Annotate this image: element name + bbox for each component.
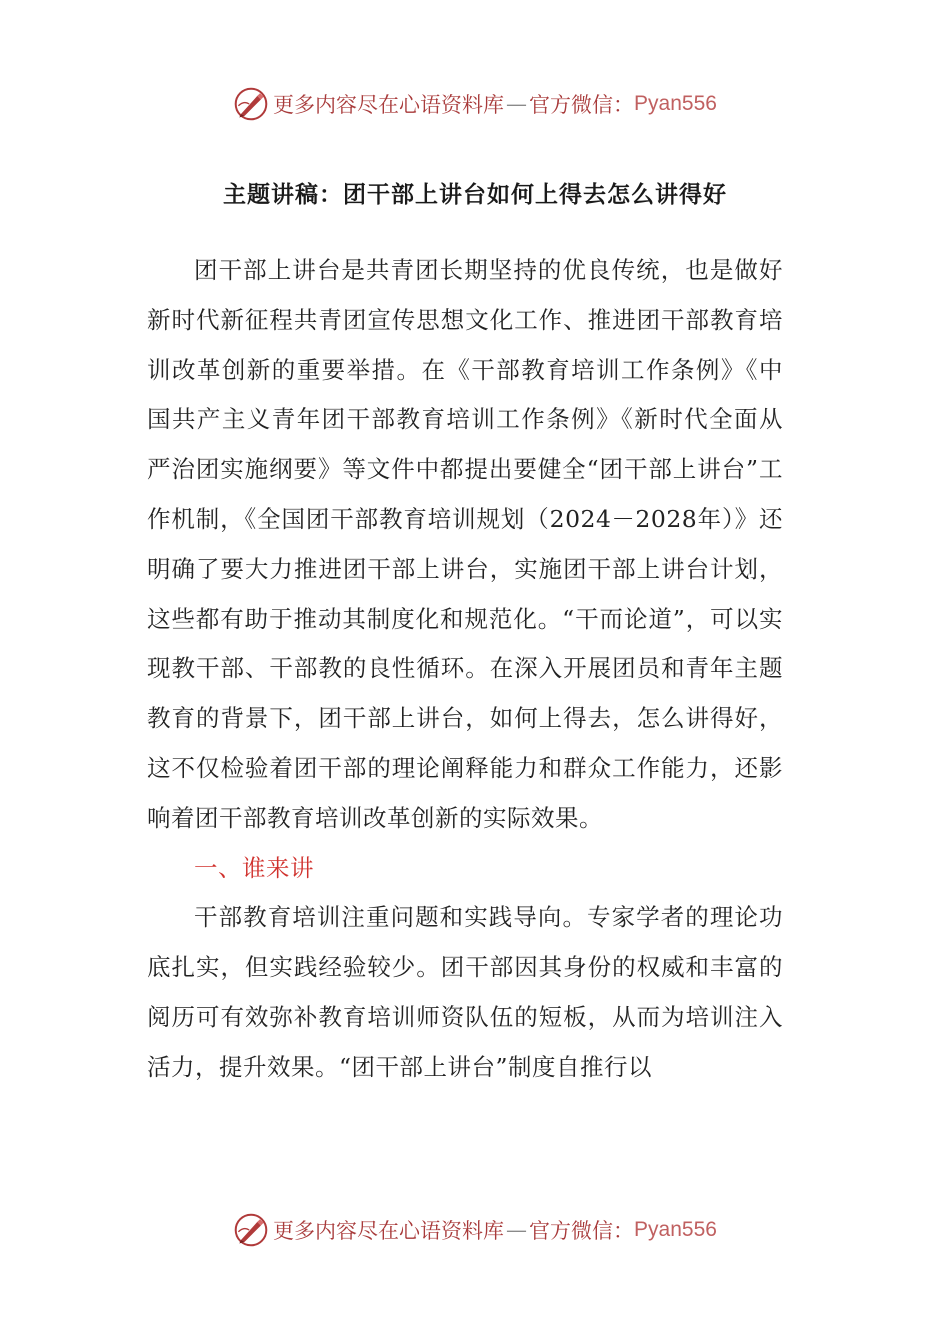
banner-text: 更多内容尽在心语资料库 bbox=[273, 93, 505, 117]
banner-dash: — bbox=[506, 1218, 528, 1242]
banner-label: 官方微信： bbox=[529, 1219, 635, 1243]
banner-text: 更多内容尽在心语资料库 bbox=[273, 1219, 505, 1243]
document-title: 主题讲稿：团干部上讲台如何上得去怎么讲得好 bbox=[223, 181, 727, 208]
banner-dash: — bbox=[506, 92, 528, 116]
footer-banner bbox=[0, 1210, 950, 1250]
banner-wechat-id: Pyan556 bbox=[634, 92, 717, 115]
pen-logo-icon bbox=[233, 1212, 269, 1248]
section-heading: 一、谁来讲 bbox=[194, 853, 314, 882]
banner-wechat-id: Pyan556 bbox=[634, 1218, 717, 1241]
document-body bbox=[147, 246, 783, 1093]
pen-logo-icon bbox=[233, 86, 269, 122]
header-banner bbox=[0, 84, 950, 124]
banner-label: 官方微信： bbox=[529, 93, 635, 117]
intro-paragraph: 团干部上讲台是共青团长期坚持的优良传统，也是做好新时代新征程共青团宣传思想文化工作、推进团干部教育培训改革创新的重要举措。在《干部教育培训工作条例》《中国共产主义青年团干部教育培训工作条例》《新时代全面从严治团实施纲要》等文件中都提出要健全“团干部上讲台”工作机制，《全国团干部教育培训规划（2024－2028年）》还明确了要大力推进团干部上讲台，实施团干部上讲台计划，这些都有助于推动其制度化和规范化。“干而论道”，可以实现教干部、干部教的良性循环。在深入开展团员和青年主题教育的背景下，团干部上讲台，如何上得去，怎么讲得好，这不仅检验着团干部的理论阐释能力和群众工作能力，还影响着团干部教育培训改革创新的实际效果。 bbox=[147, 256, 783, 832]
section-paragraph: 干部教育培训注重问题和实践导向。专家学者的理论功底扎实，但实践经验较少。团干部因其身份的权威和丰富的阅历可有效弥补教育培训师资队伍的短板，从而为培训注入活力，提升效果。“团干部上讲台”制度自推行以 bbox=[147, 903, 783, 1081]
